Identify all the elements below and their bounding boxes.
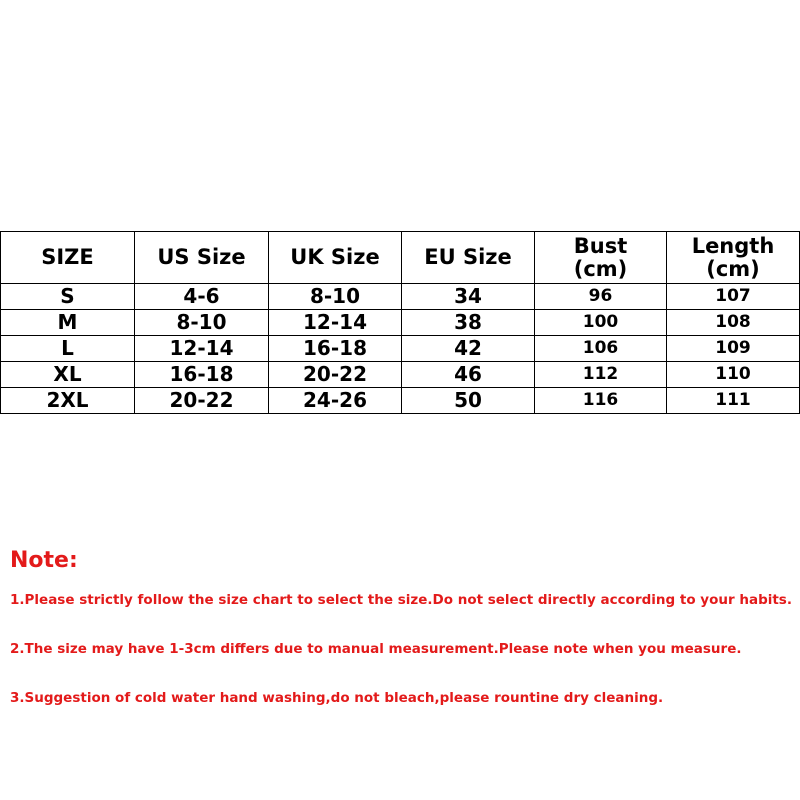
cell-size: S	[1, 284, 135, 310]
table-row	[1, 388, 800, 414]
cell-bust: 106	[535, 336, 667, 362]
cell-length: 108	[667, 310, 800, 336]
cell-uk-size: 16-18	[269, 336, 402, 362]
cell-size: L	[1, 336, 135, 362]
cell-length: 110	[667, 362, 800, 388]
cell-length: 107	[667, 284, 800, 310]
cell-size: M	[1, 310, 135, 336]
table-row	[1, 336, 800, 362]
header-bust: Bust (cm)	[535, 232, 667, 284]
header-eu-size: EU Size	[402, 232, 535, 284]
note-line-1: 1.Please strictly follow the size chart to select the size.Do not select directly according to your habits.	[10, 592, 792, 608]
cell-size: 2XL	[1, 388, 135, 414]
cell-length: 109	[667, 336, 800, 362]
cell-eu-size: 46	[402, 362, 535, 388]
cell-bust: 112	[535, 362, 667, 388]
cell-eu-size: 34	[402, 284, 535, 310]
cell-uk-size: 24-26	[269, 388, 402, 414]
header-us-size: US Size	[135, 232, 269, 284]
note-line-3: 3.Suggestion of cold water hand washing,do not bleach,please rountine dry cleaning.	[10, 690, 664, 706]
cell-us-size: 8-10	[135, 310, 269, 336]
cell-bust: 100	[535, 310, 667, 336]
table-header-row	[1, 232, 800, 284]
cell-bust: 116	[535, 388, 667, 414]
cell-uk-size: 12-14	[269, 310, 402, 336]
cell-eu-size: 42	[402, 336, 535, 362]
cell-length: 111	[667, 388, 800, 414]
size-chart-table	[0, 231, 800, 414]
table-row	[1, 310, 800, 336]
cell-uk-size: 8-10	[269, 284, 402, 310]
header-length: Length (cm)	[667, 232, 800, 284]
cell-us-size: 12-14	[135, 336, 269, 362]
cell-us-size: 4-6	[135, 284, 269, 310]
header-uk-size: UK Size	[269, 232, 402, 284]
cell-us-size: 20-22	[135, 388, 269, 414]
note-title: Note:	[10, 548, 78, 573]
cell-uk-size: 20-22	[269, 362, 402, 388]
cell-bust: 96	[535, 284, 667, 310]
note-line-2: 2.The size may have 1-3cm differs due to manual measurement.Please note when you measure.	[10, 641, 742, 657]
table-row	[1, 362, 800, 388]
cell-eu-size: 38	[402, 310, 535, 336]
cell-us-size: 16-18	[135, 362, 269, 388]
cell-size: XL	[1, 362, 135, 388]
cell-eu-size: 50	[402, 388, 535, 414]
table-row	[1, 284, 800, 310]
header-size: SIZE	[1, 232, 135, 284]
